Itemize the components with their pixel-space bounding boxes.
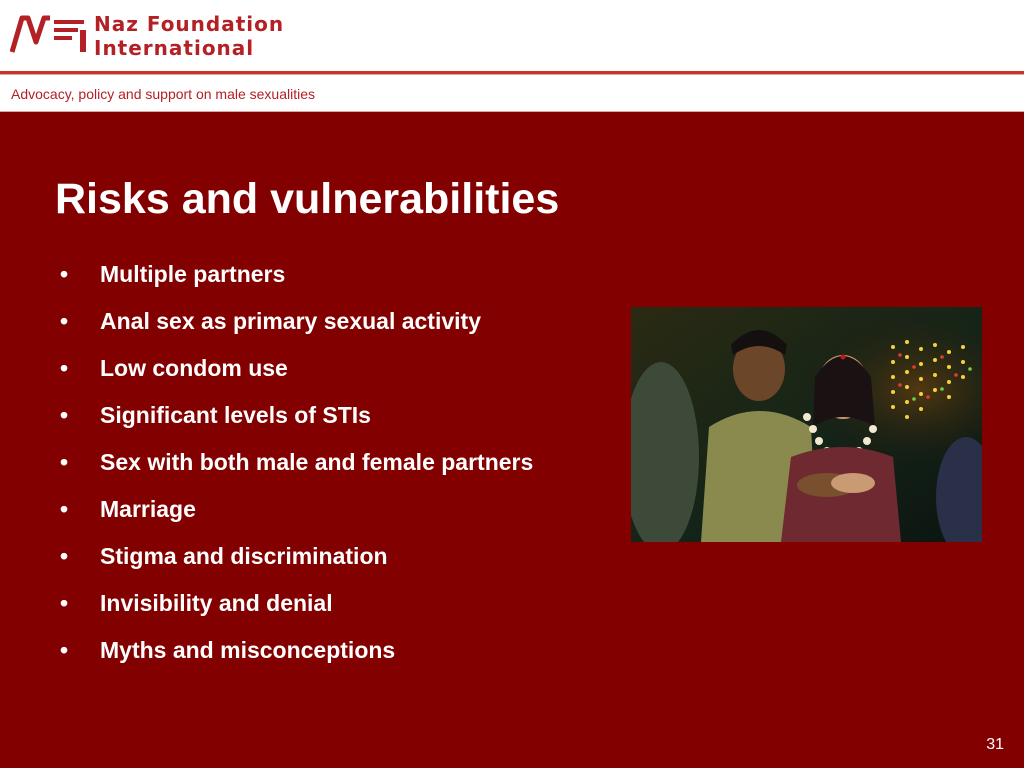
list-item-text: Myths and misconceptions: [100, 637, 396, 663]
bullet-icon: •: [60, 308, 69, 334]
list-item-text: Stigma and discrimination: [100, 543, 388, 569]
list-item: [60, 447, 570, 477]
list-item-text: Low condom use: [100, 355, 288, 381]
list-item: [60, 541, 600, 571]
list-item: [60, 306, 600, 336]
list-item-text: Invisibility and denial: [100, 590, 333, 616]
organization-name-line1: Naz Foundation: [94, 12, 285, 36]
couple-photo: [631, 307, 982, 542]
bullet-icon: •: [60, 261, 69, 287]
list-item-text: Significant levels of STIs: [100, 402, 371, 428]
list-item-text: Marriage: [100, 496, 196, 522]
bullet-icon: •: [60, 449, 69, 475]
slide-body: [0, 112, 1024, 768]
page-number: 31: [986, 736, 1004, 753]
organization-name-line2: International: [94, 36, 255, 60]
bullet-list: [60, 259, 600, 682]
list-item: [60, 259, 600, 289]
list-item-text: Multiple partners: [100, 261, 286, 287]
bullet-icon: •: [60, 355, 69, 381]
list-item-text: Sex with both male and female partners: [100, 449, 534, 475]
slide-title: Risks and vulnerabilities: [55, 175, 560, 223]
organization-name: [94, 12, 284, 60]
tagline: Advocacy, policy and support on male sexualities: [11, 86, 316, 102]
nfi-logo-icon: [10, 14, 92, 56]
bullet-icon: •: [60, 590, 69, 616]
list-item: [60, 494, 600, 524]
tagline-bar: [0, 74, 1024, 112]
list-item-text: Anal sex as primary sexual activity: [100, 308, 481, 334]
list-item: [60, 353, 600, 383]
bullet-icon: •: [60, 543, 69, 569]
bullet-icon: •: [60, 637, 69, 663]
bullet-icon: •: [60, 496, 69, 522]
list-item: [60, 588, 600, 618]
bullet-icon: •: [60, 402, 69, 428]
list-item: [60, 635, 600, 665]
header: [0, 0, 1024, 72]
list-item: [60, 400, 600, 430]
